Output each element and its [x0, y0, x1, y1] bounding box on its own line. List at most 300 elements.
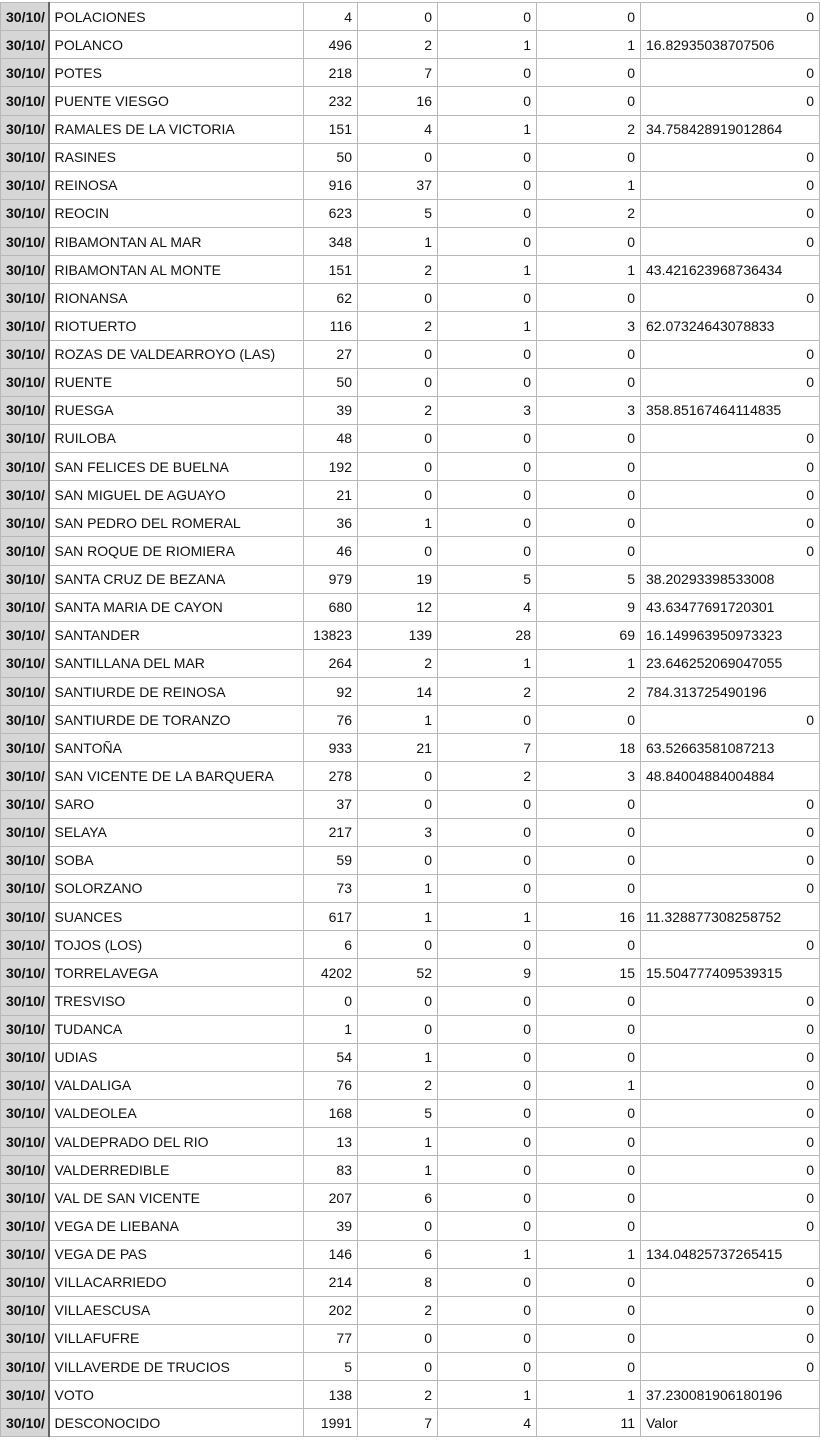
- value-cell-4[interactable]: 0: [537, 537, 641, 565]
- value-cell-2[interactable]: 0: [358, 537, 438, 565]
- value-cell-4[interactable]: 0: [537, 706, 641, 734]
- value-cell-4[interactable]: 0: [537, 228, 641, 256]
- value-cell-3[interactable]: 0: [438, 1128, 537, 1156]
- value-cell-1[interactable]: 83: [304, 1156, 358, 1184]
- municipality-cell[interactable]: VILLAVERDE DE TRUCIOS: [49, 1353, 304, 1381]
- value-cell-2[interactable]: 0: [358, 846, 438, 874]
- value-cell-1[interactable]: 278: [304, 762, 358, 790]
- value-cell-3[interactable]: 0: [438, 228, 537, 256]
- value-cell-5[interactable]: 0: [641, 368, 820, 396]
- value-cell-4[interactable]: 1: [537, 1240, 641, 1268]
- value-cell-2[interactable]: 0: [358, 284, 438, 312]
- municipality-cell[interactable]: RIBAMONTAN AL MAR: [49, 228, 304, 256]
- date-cell[interactable]: 30/10/: [1, 537, 49, 565]
- date-cell[interactable]: 30/10/: [1, 649, 49, 677]
- municipality-cell[interactable]: TORRELAVEGA: [49, 959, 304, 987]
- value-cell-3[interactable]: 0: [438, 790, 537, 818]
- value-cell-2[interactable]: 14: [358, 678, 438, 706]
- municipality-cell[interactable]: VILLAFUFRE: [49, 1324, 304, 1352]
- value-cell-4[interactable]: 0: [537, 424, 641, 452]
- value-cell-5[interactable]: 0: [641, 481, 820, 509]
- value-cell-3[interactable]: 2: [438, 678, 537, 706]
- value-cell-1[interactable]: 916: [304, 171, 358, 199]
- value-cell-3[interactable]: 0: [438, 1099, 537, 1127]
- value-cell-5[interactable]: 38.20293398533008: [641, 565, 820, 593]
- value-cell-2[interactable]: 6: [358, 1184, 438, 1212]
- value-cell-5[interactable]: 0: [641, 1071, 820, 1099]
- date-cell[interactable]: 30/10/: [1, 284, 49, 312]
- value-cell-3[interactable]: 0: [438, 537, 537, 565]
- date-cell[interactable]: 30/10/: [1, 790, 49, 818]
- value-cell-1[interactable]: 50: [304, 368, 358, 396]
- value-cell-3[interactable]: 0: [438, 509, 537, 537]
- value-cell-2[interactable]: 0: [358, 453, 438, 481]
- value-cell-4[interactable]: 0: [537, 874, 641, 902]
- value-cell-3[interactable]: 5: [438, 565, 537, 593]
- value-cell-5[interactable]: 0: [641, 790, 820, 818]
- value-cell-3[interactable]: 0: [438, 706, 537, 734]
- date-cell[interactable]: 30/10/: [1, 987, 49, 1015]
- value-cell-2[interactable]: 1: [358, 509, 438, 537]
- value-cell-2[interactable]: 2: [358, 1296, 438, 1324]
- municipality-cell[interactable]: ROZAS DE VALDEARROYO (LAS): [49, 340, 304, 368]
- municipality-cell[interactable]: PUENTE VIESGO: [49, 87, 304, 115]
- value-cell-2[interactable]: 0: [358, 1324, 438, 1352]
- date-cell[interactable]: 30/10/: [1, 340, 49, 368]
- municipality-cell[interactable]: SUANCES: [49, 903, 304, 931]
- municipality-cell[interactable]: DESCONOCIDO: [49, 1409, 304, 1437]
- value-cell-5[interactable]: 0: [641, 1184, 820, 1212]
- value-cell-3[interactable]: 0: [438, 846, 537, 874]
- value-cell-2[interactable]: 0: [358, 1212, 438, 1240]
- value-cell-2[interactable]: 2: [358, 312, 438, 340]
- value-cell-5[interactable]: 0: [641, 537, 820, 565]
- value-cell-3[interactable]: 7: [438, 734, 537, 762]
- value-cell-1[interactable]: 207: [304, 1184, 358, 1212]
- value-cell-2[interactable]: 5: [358, 199, 438, 227]
- value-cell-1[interactable]: 27: [304, 340, 358, 368]
- value-cell-3[interactable]: 0: [438, 874, 537, 902]
- value-cell-3[interactable]: 1: [438, 312, 537, 340]
- value-cell-3[interactable]: 0: [438, 1015, 537, 1043]
- value-cell-4[interactable]: 2: [537, 199, 641, 227]
- value-cell-3[interactable]: 0: [438, 818, 537, 846]
- municipality-cell[interactable]: POTES: [49, 59, 304, 87]
- value-cell-1[interactable]: 13: [304, 1128, 358, 1156]
- value-cell-4[interactable]: 0: [537, 1212, 641, 1240]
- value-cell-1[interactable]: 5: [304, 1353, 358, 1381]
- value-cell-3[interactable]: 28: [438, 621, 537, 649]
- date-cell[interactable]: 30/10/: [1, 931, 49, 959]
- municipality-cell[interactable]: VILLAESCUSA: [49, 1296, 304, 1324]
- value-cell-4[interactable]: 0: [537, 340, 641, 368]
- value-cell-1[interactable]: 59: [304, 846, 358, 874]
- date-cell[interactable]: 30/10/: [1, 31, 49, 59]
- value-cell-4[interactable]: 0: [537, 987, 641, 1015]
- municipality-cell[interactable]: VALDERREDIBLE: [49, 1156, 304, 1184]
- value-cell-4[interactable]: 1: [537, 256, 641, 284]
- value-cell-4[interactable]: 1: [537, 649, 641, 677]
- value-cell-5[interactable]: 0: [641, 1324, 820, 1352]
- value-cell-5[interactable]: 0: [641, 424, 820, 452]
- value-cell-2[interactable]: 19: [358, 565, 438, 593]
- value-cell-5[interactable]: 0: [641, 509, 820, 537]
- value-cell-1[interactable]: 92: [304, 678, 358, 706]
- date-cell[interactable]: 30/10/: [1, 1043, 49, 1071]
- value-cell-2[interactable]: 12: [358, 593, 438, 621]
- value-cell-2[interactable]: 2: [358, 31, 438, 59]
- value-cell-3[interactable]: 0: [438, 1296, 537, 1324]
- value-cell-4[interactable]: 1: [537, 171, 641, 199]
- value-cell-4[interactable]: 0: [537, 1043, 641, 1071]
- date-cell[interactable]: 30/10/: [1, 481, 49, 509]
- value-cell-5[interactable]: 0: [641, 1212, 820, 1240]
- value-cell-4[interactable]: 0: [537, 143, 641, 171]
- value-cell-5[interactable]: 0: [641, 1296, 820, 1324]
- date-cell[interactable]: 30/10/: [1, 1296, 49, 1324]
- date-cell[interactable]: 30/10/: [1, 1268, 49, 1296]
- municipality-cell[interactable]: SANTIURDE DE TORANZO: [49, 706, 304, 734]
- value-cell-5[interactable]: 134.04825737265415: [641, 1240, 820, 1268]
- value-cell-4[interactable]: 0: [537, 1296, 641, 1324]
- date-cell[interactable]: 30/10/: [1, 593, 49, 621]
- value-cell-5[interactable]: 0: [641, 199, 820, 227]
- value-cell-4[interactable]: 0: [537, 1015, 641, 1043]
- date-cell[interactable]: 30/10/: [1, 1156, 49, 1184]
- value-cell-2[interactable]: 1: [358, 1156, 438, 1184]
- municipality-cell[interactable]: VALDEPRADO DEL RIO: [49, 1128, 304, 1156]
- date-cell[interactable]: 30/10/: [1, 368, 49, 396]
- value-cell-3[interactable]: 4: [438, 593, 537, 621]
- value-cell-1[interactable]: 232: [304, 87, 358, 115]
- value-cell-3[interactable]: 1: [438, 256, 537, 284]
- value-cell-2[interactable]: 16: [358, 87, 438, 115]
- value-cell-4[interactable]: 0: [537, 284, 641, 312]
- value-cell-2[interactable]: 5: [358, 1099, 438, 1127]
- value-cell-5[interactable]: 43.421623968736434: [641, 256, 820, 284]
- value-cell-5[interactable]: 37.230081906180196: [641, 1381, 820, 1409]
- municipality-cell[interactable]: SAN MIGUEL DE AGUAYO: [49, 481, 304, 509]
- date-cell[interactable]: 30/10/: [1, 228, 49, 256]
- municipality-cell[interactable]: REOCIN: [49, 199, 304, 227]
- value-cell-4[interactable]: 0: [537, 1268, 641, 1296]
- date-cell[interactable]: 30/10/: [1, 424, 49, 452]
- value-cell-4[interactable]: 2: [537, 115, 641, 143]
- value-cell-3[interactable]: 1: [438, 1240, 537, 1268]
- municipality-cell[interactable]: POLANCO: [49, 31, 304, 59]
- value-cell-4[interactable]: 2: [537, 678, 641, 706]
- value-cell-3[interactable]: 2: [438, 762, 537, 790]
- value-cell-4[interactable]: 16: [537, 903, 641, 931]
- value-cell-3[interactable]: 0: [438, 1071, 537, 1099]
- value-cell-2[interactable]: 4: [358, 115, 438, 143]
- value-cell-3[interactable]: 0: [438, 481, 537, 509]
- municipality-cell[interactable]: SANTANDER: [49, 621, 304, 649]
- value-cell-4[interactable]: 3: [537, 396, 641, 424]
- value-cell-4[interactable]: 0: [537, 818, 641, 846]
- value-cell-3[interactable]: 0: [438, 1184, 537, 1212]
- date-cell[interactable]: 30/10/: [1, 762, 49, 790]
- value-cell-5[interactable]: 0: [641, 3, 820, 31]
- value-cell-1[interactable]: 77: [304, 1324, 358, 1352]
- date-cell[interactable]: 30/10/: [1, 1015, 49, 1043]
- value-cell-4[interactable]: 0: [537, 368, 641, 396]
- value-cell-3[interactable]: 1: [438, 31, 537, 59]
- value-cell-4[interactable]: 0: [537, 790, 641, 818]
- value-cell-5[interactable]: 0: [641, 59, 820, 87]
- value-cell-2[interactable]: 0: [358, 3, 438, 31]
- municipality-cell[interactable]: SELAYA: [49, 818, 304, 846]
- value-cell-5[interactable]: 0: [641, 284, 820, 312]
- value-cell-4[interactable]: 0: [537, 1353, 641, 1381]
- value-cell-4[interactable]: 0: [537, 1156, 641, 1184]
- value-cell-1[interactable]: 46: [304, 537, 358, 565]
- value-cell-5[interactable]: 11.328877308258752: [641, 903, 820, 931]
- date-cell[interactable]: 30/10/: [1, 1353, 49, 1381]
- municipality-cell[interactable]: VEGA DE LIEBANA: [49, 1212, 304, 1240]
- value-cell-3[interactable]: 0: [438, 59, 537, 87]
- value-cell-1[interactable]: 146: [304, 1240, 358, 1268]
- value-cell-3[interactable]: 0: [438, 284, 537, 312]
- value-cell-2[interactable]: 0: [358, 340, 438, 368]
- value-cell-5[interactable]: 0: [641, 87, 820, 115]
- value-cell-2[interactable]: 0: [358, 424, 438, 452]
- municipality-cell[interactable]: VAL DE SAN VICENTE: [49, 1184, 304, 1212]
- value-cell-1[interactable]: 54: [304, 1043, 358, 1071]
- date-cell[interactable]: 30/10/: [1, 87, 49, 115]
- value-cell-4[interactable]: 0: [537, 87, 641, 115]
- value-cell-1[interactable]: 0: [304, 987, 358, 1015]
- value-cell-5[interactable]: 34.758428919012864: [641, 115, 820, 143]
- date-cell[interactable]: 30/10/: [1, 509, 49, 537]
- value-cell-1[interactable]: 4: [304, 3, 358, 31]
- date-cell[interactable]: 30/10/: [1, 143, 49, 171]
- value-cell-5[interactable]: 43.63477691720301: [641, 593, 820, 621]
- value-cell-5[interactable]: 0: [641, 1128, 820, 1156]
- value-cell-1[interactable]: 6: [304, 931, 358, 959]
- municipality-cell[interactable]: SAN FELICES DE BUELNA: [49, 453, 304, 481]
- municipality-cell[interactable]: SAN ROQUE DE RIOMIERA: [49, 537, 304, 565]
- value-cell-5[interactable]: 0: [641, 340, 820, 368]
- municipality-cell[interactable]: RIONANSA: [49, 284, 304, 312]
- value-cell-2[interactable]: 0: [358, 931, 438, 959]
- municipality-cell[interactable]: SARO: [49, 790, 304, 818]
- value-cell-1[interactable]: 21: [304, 481, 358, 509]
- value-cell-1[interactable]: 202: [304, 1296, 358, 1324]
- value-cell-1[interactable]: 37: [304, 790, 358, 818]
- value-cell-5[interactable]: 0: [641, 1099, 820, 1127]
- value-cell-3[interactable]: 0: [438, 87, 537, 115]
- value-cell-2[interactable]: 1: [358, 1043, 438, 1071]
- value-cell-3[interactable]: 0: [438, 1324, 537, 1352]
- municipality-cell[interactable]: POLACIONES: [49, 3, 304, 31]
- value-cell-1[interactable]: 680: [304, 593, 358, 621]
- value-cell-5[interactable]: 0: [641, 228, 820, 256]
- value-cell-4[interactable]: 18: [537, 734, 641, 762]
- value-cell-2[interactable]: 2: [358, 396, 438, 424]
- value-cell-2[interactable]: 0: [358, 1353, 438, 1381]
- value-cell-1[interactable]: 617: [304, 903, 358, 931]
- value-cell-5[interactable]: 16.82935038707506: [641, 31, 820, 59]
- value-cell-4[interactable]: 0: [537, 1324, 641, 1352]
- value-cell-5[interactable]: 48.84004884004884: [641, 762, 820, 790]
- value-cell-1[interactable]: 979: [304, 565, 358, 593]
- municipality-cell[interactable]: SOLORZANO: [49, 874, 304, 902]
- value-cell-3[interactable]: 0: [438, 1043, 537, 1071]
- value-cell-1[interactable]: 218: [304, 59, 358, 87]
- value-cell-3[interactable]: 3: [438, 396, 537, 424]
- municipality-cell[interactable]: SANTIURDE DE REINOSA: [49, 678, 304, 706]
- value-cell-5[interactable]: 62.07324643078833: [641, 312, 820, 340]
- municipality-cell[interactable]: SANTILLANA DEL MAR: [49, 649, 304, 677]
- value-cell-1[interactable]: 73: [304, 874, 358, 902]
- municipality-cell[interactable]: SANTA MARIA DE CAYON: [49, 593, 304, 621]
- value-cell-4[interactable]: 11: [537, 1409, 641, 1437]
- value-cell-1[interactable]: 1: [304, 1015, 358, 1043]
- value-cell-3[interactable]: 0: [438, 143, 537, 171]
- value-cell-4[interactable]: 0: [537, 1184, 641, 1212]
- date-cell[interactable]: 30/10/: [1, 312, 49, 340]
- value-cell-4[interactable]: 9: [537, 593, 641, 621]
- value-cell-2[interactable]: 2: [358, 649, 438, 677]
- value-cell-1[interactable]: 192: [304, 453, 358, 481]
- value-cell-1[interactable]: 39: [304, 396, 358, 424]
- value-cell-1[interactable]: 36: [304, 509, 358, 537]
- value-cell-2[interactable]: 3: [358, 818, 438, 846]
- value-cell-2[interactable]: 1: [358, 706, 438, 734]
- date-cell[interactable]: 30/10/: [1, 903, 49, 931]
- value-cell-3[interactable]: 1: [438, 115, 537, 143]
- value-cell-4[interactable]: 3: [537, 312, 641, 340]
- value-cell-2[interactable]: 2: [358, 256, 438, 284]
- value-cell-2[interactable]: 52: [358, 959, 438, 987]
- value-cell-1[interactable]: 348: [304, 228, 358, 256]
- value-cell-3[interactable]: 9: [438, 959, 537, 987]
- date-cell[interactable]: 30/10/: [1, 874, 49, 902]
- value-cell-2[interactable]: 0: [358, 790, 438, 818]
- value-cell-1[interactable]: 116: [304, 312, 358, 340]
- value-cell-3[interactable]: 1: [438, 1381, 537, 1409]
- value-cell-2[interactable]: 0: [358, 481, 438, 509]
- value-cell-4[interactable]: 0: [537, 59, 641, 87]
- value-cell-5[interactable]: 0: [641, 706, 820, 734]
- date-cell[interactable]: 30/10/: [1, 453, 49, 481]
- value-cell-2[interactable]: 1: [358, 1128, 438, 1156]
- value-cell-3[interactable]: 0: [438, 424, 537, 452]
- value-cell-1[interactable]: 138: [304, 1381, 358, 1409]
- value-cell-2[interactable]: 7: [358, 59, 438, 87]
- value-cell-5[interactable]: 0: [641, 1156, 820, 1184]
- date-cell[interactable]: 30/10/: [1, 256, 49, 284]
- value-cell-3[interactable]: 0: [438, 171, 537, 199]
- value-cell-4[interactable]: 1: [537, 1381, 641, 1409]
- municipality-cell[interactable]: RUILOBA: [49, 424, 304, 452]
- municipality-cell[interactable]: RUESGA: [49, 396, 304, 424]
- municipality-cell[interactable]: RIOTUERTO: [49, 312, 304, 340]
- value-cell-1[interactable]: 151: [304, 115, 358, 143]
- value-cell-3[interactable]: 0: [438, 1212, 537, 1240]
- value-cell-2[interactable]: 0: [358, 987, 438, 1015]
- date-cell[interactable]: 30/10/: [1, 959, 49, 987]
- value-cell-5[interactable]: 0: [641, 1268, 820, 1296]
- municipality-cell[interactable]: RUENTE: [49, 368, 304, 396]
- value-cell-3[interactable]: 1: [438, 649, 537, 677]
- value-cell-1[interactable]: 76: [304, 706, 358, 734]
- date-cell[interactable]: 30/10/: [1, 59, 49, 87]
- date-cell[interactable]: 30/10/: [1, 565, 49, 593]
- value-cell-3[interactable]: 4: [438, 1409, 537, 1437]
- date-cell[interactable]: 30/10/: [1, 1184, 49, 1212]
- municipality-cell[interactable]: VALDEOLEA: [49, 1099, 304, 1127]
- value-cell-4[interactable]: 0: [537, 3, 641, 31]
- value-cell-1[interactable]: 214: [304, 1268, 358, 1296]
- municipality-cell[interactable]: RIBAMONTAN AL MONTE: [49, 256, 304, 284]
- municipality-cell[interactable]: SANTA CRUZ DE BEZANA: [49, 565, 304, 593]
- value-cell-5[interactable]: 0: [641, 818, 820, 846]
- value-cell-5[interactable]: 15.504777409539315: [641, 959, 820, 987]
- value-cell-5[interactable]: 0: [641, 1043, 820, 1071]
- value-cell-3[interactable]: 0: [438, 1268, 537, 1296]
- date-cell[interactable]: 30/10/: [1, 818, 49, 846]
- value-cell-3[interactable]: 0: [438, 199, 537, 227]
- value-cell-2[interactable]: 0: [358, 368, 438, 396]
- date-cell[interactable]: 30/10/: [1, 1212, 49, 1240]
- value-cell-4[interactable]: 0: [537, 931, 641, 959]
- value-cell-2[interactable]: 1: [358, 874, 438, 902]
- date-cell[interactable]: 30/10/: [1, 1240, 49, 1268]
- value-cell-5[interactable]: 784.313725490196: [641, 678, 820, 706]
- value-cell-1[interactable]: 62: [304, 284, 358, 312]
- value-cell-2[interactable]: 21: [358, 734, 438, 762]
- value-cell-3[interactable]: 1: [438, 903, 537, 931]
- value-cell-1[interactable]: 496: [304, 31, 358, 59]
- value-cell-4[interactable]: 5: [537, 565, 641, 593]
- municipality-cell[interactable]: UDIAS: [49, 1043, 304, 1071]
- municipality-cell[interactable]: RAMALES DE LA VICTORIA: [49, 115, 304, 143]
- value-cell-4[interactable]: 1: [537, 1071, 641, 1099]
- date-cell[interactable]: 30/10/: [1, 1381, 49, 1409]
- date-cell[interactable]: 30/10/: [1, 1324, 49, 1352]
- value-cell-2[interactable]: 0: [358, 762, 438, 790]
- value-cell-5[interactable]: 63.52663581087213: [641, 734, 820, 762]
- value-cell-5[interactable]: 16.149963950973323: [641, 621, 820, 649]
- date-cell[interactable]: 30/10/: [1, 1409, 49, 1437]
- value-cell-2[interactable]: 139: [358, 621, 438, 649]
- municipality-cell[interactable]: VOTO: [49, 1381, 304, 1409]
- value-cell-5[interactable]: 23.646252069047055: [641, 649, 820, 677]
- municipality-cell[interactable]: SOBA: [49, 846, 304, 874]
- value-cell-1[interactable]: 1991: [304, 1409, 358, 1437]
- value-cell-2[interactable]: 6: [358, 1240, 438, 1268]
- date-cell[interactable]: 30/10/: [1, 706, 49, 734]
- value-cell-2[interactable]: 1: [358, 903, 438, 931]
- date-cell[interactable]: 30/10/: [1, 3, 49, 31]
- date-cell[interactable]: 30/10/: [1, 171, 49, 199]
- value-cell-2[interactable]: 0: [358, 1015, 438, 1043]
- value-cell-1[interactable]: 623: [304, 199, 358, 227]
- value-cell-1[interactable]: 13823: [304, 621, 358, 649]
- value-cell-3[interactable]: 0: [438, 987, 537, 1015]
- municipality-cell[interactable]: VILLACARRIEDO: [49, 1268, 304, 1296]
- value-cell-4[interactable]: 69: [537, 621, 641, 649]
- municipality-cell[interactable]: REINOSA: [49, 171, 304, 199]
- value-cell-1[interactable]: 151: [304, 256, 358, 284]
- value-cell-2[interactable]: 1: [358, 228, 438, 256]
- value-cell-3[interactable]: 0: [438, 368, 537, 396]
- value-cell-3[interactable]: 0: [438, 453, 537, 481]
- value-cell-3[interactable]: 0: [438, 931, 537, 959]
- value-cell-2[interactable]: 2: [358, 1381, 438, 1409]
